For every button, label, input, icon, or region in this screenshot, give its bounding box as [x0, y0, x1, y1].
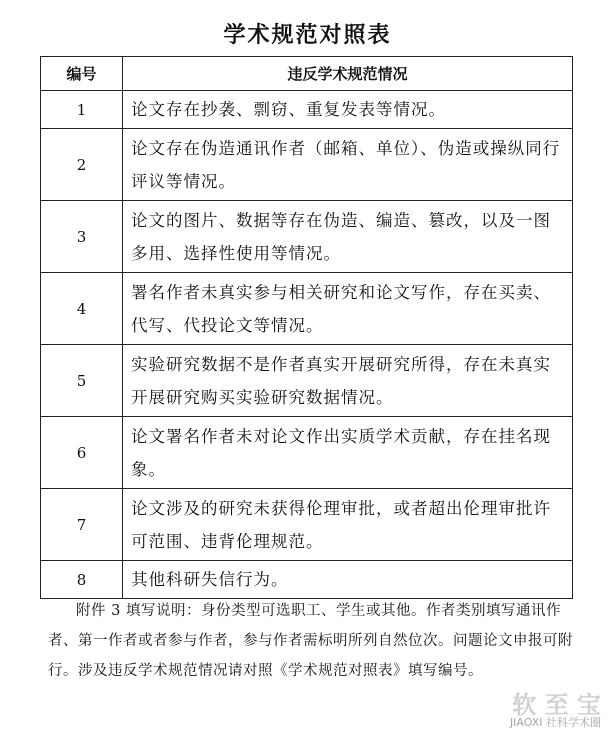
watermark-logo: [509, 691, 601, 732]
table-row: [41, 489, 573, 561]
table-row: [41, 91, 573, 129]
row-number: 5: [41, 345, 123, 417]
watermark-main: 软 至 宝: [512, 691, 601, 719]
row-number: 6: [41, 417, 123, 489]
table-row: [41, 561, 573, 599]
row-number: 7: [41, 489, 123, 561]
row-description: 论文涉及的研究未获得伦理审批，或者超出伦理审批许可范围、违背伦理规范。: [123, 489, 573, 561]
instruction-note: [48, 596, 578, 686]
academic-norms-table: [40, 56, 573, 599]
row-description: 论文的图片、数据等存在伪造、编造、篡改，以及一图多用、选择性使用等情况。: [123, 201, 573, 273]
row-description: 实验研究数据不是作者真实开展研究所得，存在未真实开展研究购买实验研究数据情况。: [123, 345, 573, 417]
watermark-sub: JIAOXI 社科学术圈: [509, 716, 601, 729]
header-violation: 违反学术规范情况: [123, 57, 573, 91]
instruction-text: 附件 3 填写说明：身份类型可选职工、学生或其他。作者类别填写通讯作者、第一作者或者参与作者，参与作者需标明所列自然位次。问题论文申报可附行。涉及违反学术规范情况请对照《学术规范对照表》填写编号。: [48, 603, 573, 679]
table-row: [41, 201, 573, 273]
table-row: [41, 417, 573, 489]
row-number: 1: [41, 91, 123, 129]
table-row: [41, 129, 573, 201]
row-description: 论文存在抄袭、剽窃、重复发表等情况。: [123, 91, 573, 129]
row-description: 署名作者未真实参与相关研究和论文写作，存在买卖、代写、代投论文等情况。: [123, 273, 573, 345]
row-number: 3: [41, 201, 123, 273]
row-number: 4: [41, 273, 123, 345]
row-number: 8: [41, 561, 123, 599]
table-header-row: [41, 57, 573, 91]
row-description: 论文存在伪造通讯作者（邮箱、单位）、伪造或操纵同行评议等情况。: [123, 129, 573, 201]
page-title: 学术规范对照表: [223, 23, 392, 48]
table-row: [41, 273, 573, 345]
header-number: 编号: [41, 57, 123, 91]
table-row: [41, 345, 573, 417]
row-description: 论文署名作者未对论文作出实质学术贡献，存在挂名现象。: [123, 417, 573, 489]
row-number: 2: [41, 129, 123, 201]
row-description: 其他科研失信行为。: [123, 561, 573, 599]
